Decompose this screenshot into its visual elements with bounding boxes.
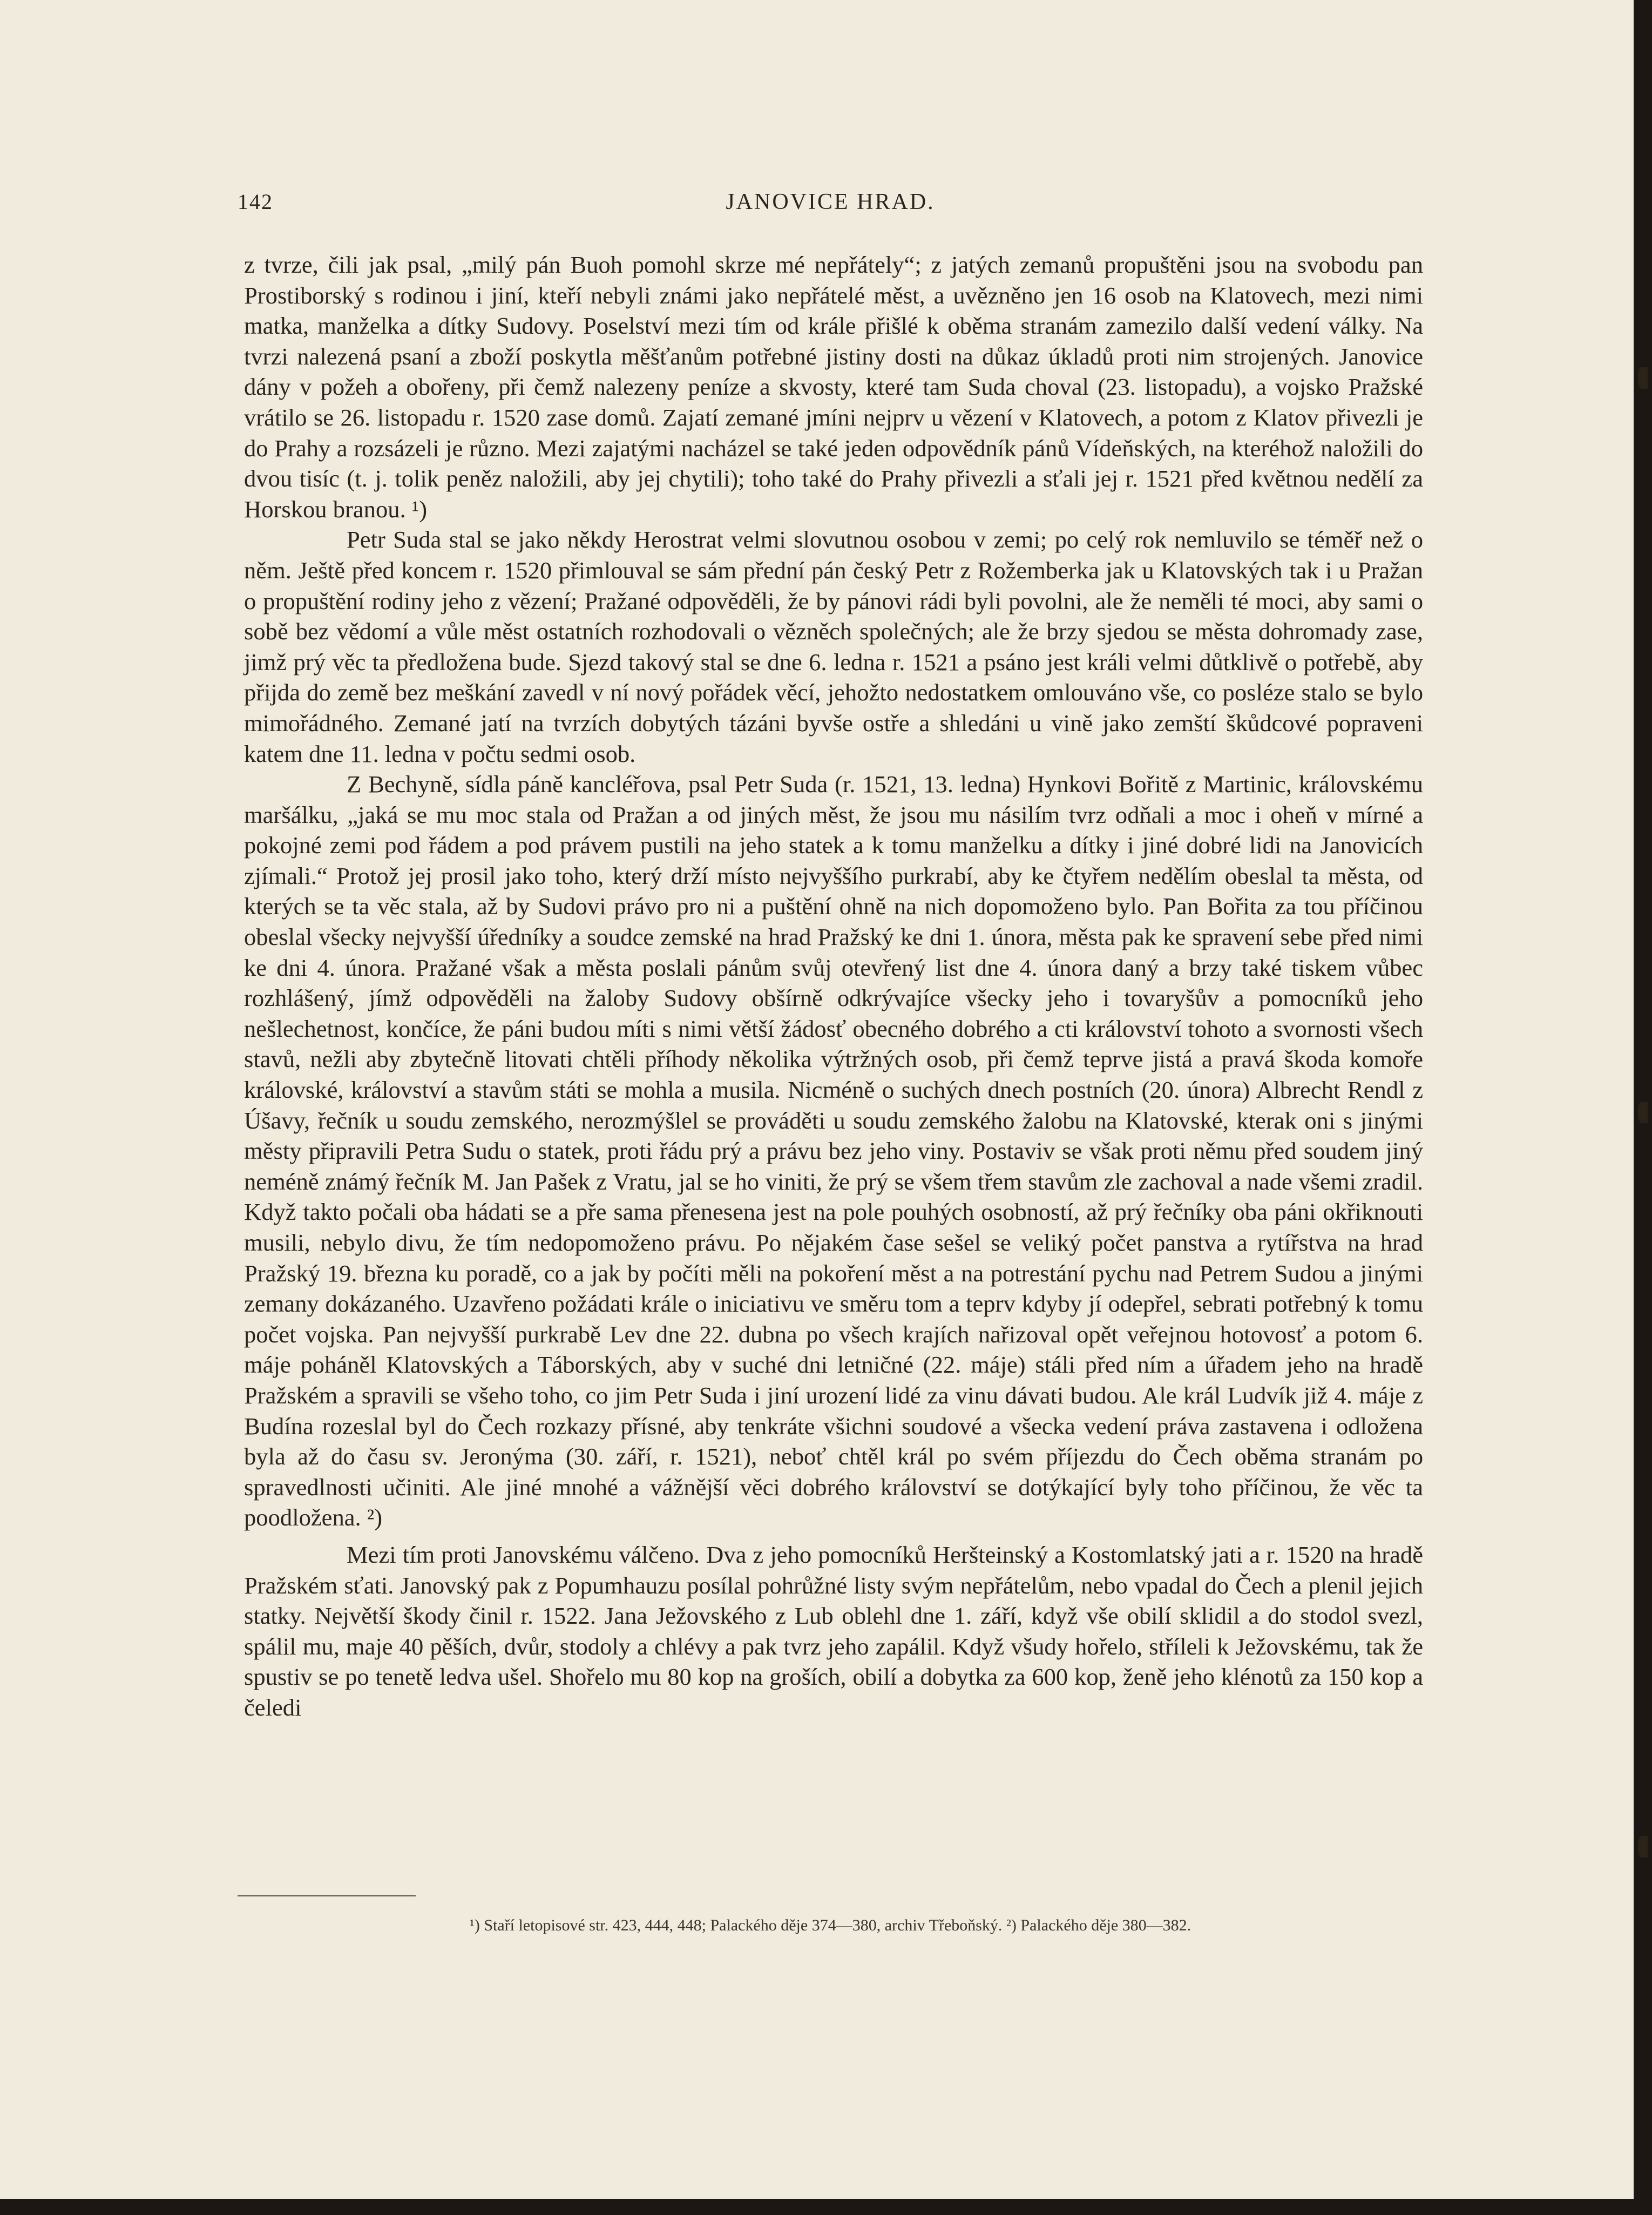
binding-mark: [1638, 1836, 1648, 1858]
page-number: 142: [238, 190, 273, 214]
body-text: [244, 249, 1423, 1723]
paragraph: Z Bechyně, sídla páně kancléřova, psal Petr Suda (r. 1521, 13. ledna) Hynkovi Bořitě z Martinic, královskému maršálku, „jaká se mu moc stala od Pražan a od jiných měst, že jsou mu násilím tvrz odňali a moc i oheň v mírné a pokojné zemi pod řádem a pod právem pustili na jeho statek a k tomu manželku a dítky i jiné dobré lidi na Janovicích zjímali.“ Protož jej prosil jako toho, který drží místo nejvyššího purkrabí, aby ke čtyřem nedělím obeslal ta města, od kterých se ta věc stala, až by Sudovi právo pro ni a puštění ohně na nich dopomoženo bylo. Pan Bořita za tou příčinou obeslal všecky nejvyšší úředníky a soudce zemské na hrad Pražský ke dni 1. února, města pak ke spravení sebe před nimi ke dni 4. února. Pražané však a města poslali pánům svůj otevřený list dne 4. února daný a brzy také tiskem vůbec rozhlášený, jímž odpověděli na žaloby Sudovy obšírně odkrývajíce všecky jeho i tovaryšův a pomocníků jeho nešlechetnost, končíce, že páni budou míti s nimi větší žádosť obecného dobrého a cti království tohoto a svornosti všech stavů, nežli aby zbytečně litovati chtěli příhody několika výtržných osob, při čemž teprve jistá a pravá škoda komoře královské, království a stavům státi se mohla a musila. Nicméně o suchých dnech postních (20. února) Albrecht Rendl z Úšavy, řečník u soudu zemského, nerozmýšlel se prováděti u soudu zemského žalobu na Klatovské, kterak oni s jinými městy připravili Petra Sudu o statek, proti řádu prý a právu bez jeho viny. Postaviv se však proti němu před soudem jiný neméně známý řečník M. Jan Pašek z Vratu, jal se ho viniti, že prý se všem třem stavům zle zachoval a nade všemi zradil. Když takto počali oba hádati se a pře sama přenesena jest na pole pouhých osobností, až prý řečníky oba páni okřiknouti musili, nebylo divu, že tím nedopomoženo právu. Po nějakém čase sešel se veliký počet panstva a rytířstva na hrad Pražský 19. března ku poradě, co a jak by počíti měli na pokoření měst a na potrestání pychu nad Petrem Sudou a jinými zemany dokázaného. Uzavřeno požádati krále o iniciativu ve směru tom a teprv kdyby jí odepřel, sebrati potřebný k tomu počet vojska. Pan nejvyšší purkrabě Lev dne 22. dubna po všech krajích nařizoval opět veřejnou hotovosť a potom 6. máje poháněl Klatovských a Táborských, aby v suché dni letničné (22. máje) stáli před ním a úřadem jeho na hradě Pražském a spravili se všeho toho, co jim Petr Suda i jiní urození lidé za vinu dávati budou. Ale král Ludvík již 4. máje z Budína rozeslal byl do Čech rozkazy přísné, aby tenkráte všichni soudové a všecka vedení práva zastavena i odložena byla až do času sv. Jeronýma (30. září, r. 1521), neboť chtěl král po svém příjezdu do Čech oběma stranám po spravedlnosti učiniti. Ale jiné mnohé a vážnější věci dobrého království se dotýkající byly toho příčinou, že věc ta poodložena. ²): [244, 771, 1423, 1531]
running-head: [238, 189, 1423, 221]
paragraph: Mezi tím proti Janovskému válčeno. Dva z jeho pomocníků Heršteinský a Kostomlatský jati a r. 1520 na hradě Pražském sťati. Janovský pak z Popumhauzu posílal pohrůžné listy svým nepřátelům, nebo vpadal do Čech a plenil jejich statky. Největší škody činil r. 1522. Jana Ježovského z Lub oblehl dne 1. září, když vše obilí sklidil a do stodol svezl, spálil mu, maje 40 pěších, dvůr, stodoly a chlévy a pak tvrz jeho zapálil. Když všudy hořelo, stříleli k Ježovskému, tak že spustiv se po tenetě ledva ušel. Shořelo mu 80 kop na groších, obilí a dobytka za 600 kop, ženě jeho klénotů za 150 kop a čeledi: [244, 1541, 1423, 1721]
binding-mark: [1638, 1102, 1648, 1123]
footnotes: ¹) Staří letopisové str. 423, 444, 448; Palackého děje 374—380, archiv Třeboňský. ²) Palackého děje 380—382.: [469, 1916, 1191, 1934]
footnote-divider: [238, 1895, 416, 1896]
paragraph: z tvrze, čili jak psal, „milý pán Buoh pomohl skrze mé nepřátely“; z jatých zemanů propuštěni jsou na svobodu pan Prostiborský s rodinou i jiní, kteří nebyli známi jako nepřátelé měst, a uvězněno jen 16 osob na Klatovech, mezi nimi matka, manželka a dítky Sudovy. Poselství mezi tím od krále přišlé k oběma stranám zamezilo další vedení války. Na tvrzi nalezená psaní a zboží poskytla měšťanům potřebné jistiny dosti na důkaz úkladů proti nim strojených. Janovice dány v požeh a obořeny, při čemž nalezeny peníze a skvosty, které tam Suda choval (23. listopadu), a vojsko Pražské vrátilo se 26. listopadu r. 1520 zase domů. Zajatí zemané jmíni nejprv u vězení v Klatovech, a potom z Klatov přivezli je do Prahy a rozsázeli je různo. Mezi zajatými nacházel se také jeden odpovědník pánů Vídeňských, na kteréhož naložili do dvou tisíc (t. j. tolik peněz naložili, aby jej chytili); toho také do Prahy přivezli a sťali jej r. 1521 před květnou nedělí za Horskou branou. ¹): [244, 251, 1423, 523]
running-title: JANOVICE HRAD.: [726, 190, 935, 214]
binding-mark: [1638, 367, 1648, 389]
paragraph: Petr Suda stal se jako někdy Herostrat velmi slovutnou osobou v zemi; po celý rok nemluvilo se téměř než o něm. Ještě před koncem r. 1520 přimlouval se sám přední pán český Petr z Rožemberka jak u Klatovských tak i u Pražan o propuštění rodiny jeho z vězení; Pražané odpověděli, že by pánovi rádi byli povolni, ale že neměli té moci, aby sami o sobě bez vědomí a vůle měst ostatních rozhodovali o vězněch společných; ale že brzy sjedou se města dohromady zase, jimž prý věc ta předložena bude. Sjezd takový stal se dne 6. ledna r. 1521 a psáno jest králi velmi důtklivě o potřebě, aby přijda do země bez meškání zavedl v ní nový pořádek věcí, jehožto nedostatkem omlouváno vše, co posléze stalo se bylo mimořádného. Zemané jatí na tvrzích dobytých tázáni byvše ostře a shledáni u vině jako zemští škůdcové popraveni katem dne 11. ledna v počtu sedmi osob.: [244, 526, 1423, 767]
